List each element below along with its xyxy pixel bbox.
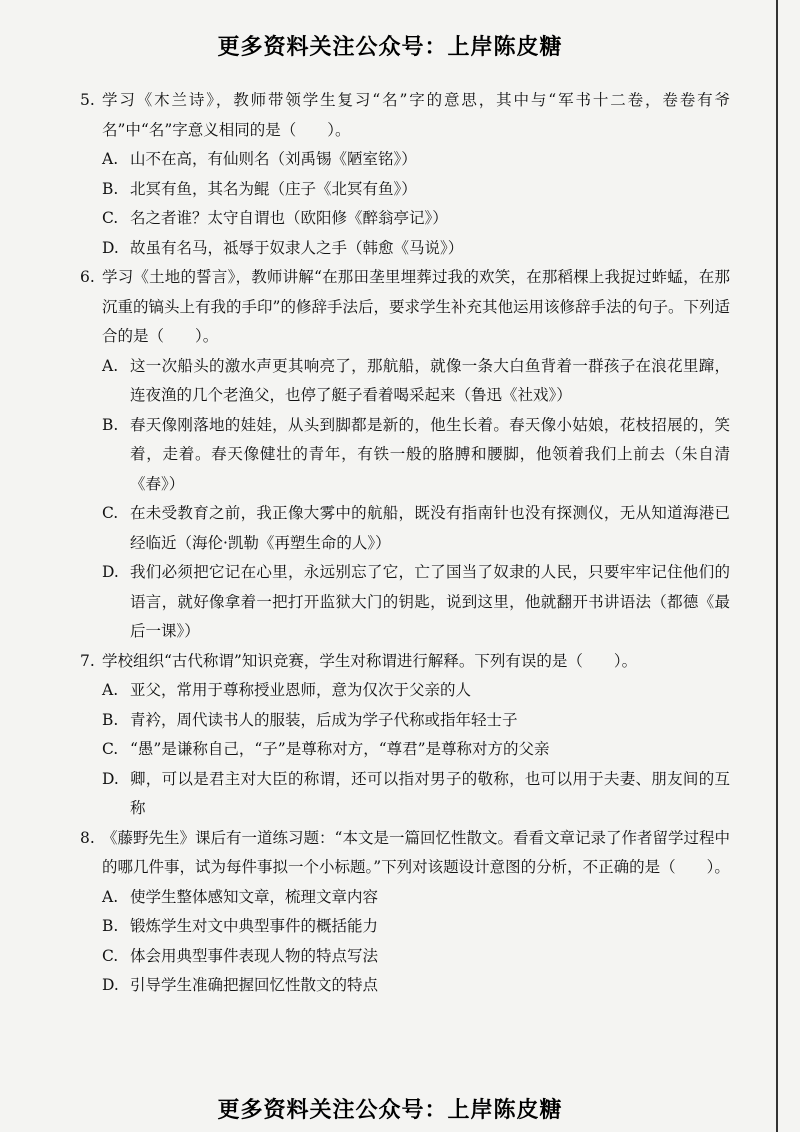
option-a: [102, 145, 730, 175]
option-letter: B.: [102, 917, 119, 935]
option-c: [102, 204, 730, 234]
option-d: [102, 765, 730, 824]
option-letter: A.: [102, 887, 119, 906]
option-letter: B.: [102, 179, 119, 198]
option-b: [102, 411, 730, 500]
option-text: 故虽有名马，祗辱于奴隶人之手（韩愈《马说》）: [130, 238, 464, 257]
option-letter: C.: [102, 504, 119, 522]
option-text: 山不在高，有仙则名（刘禹锡《陋室铭》）: [130, 150, 417, 168]
option-text: 春天像刚落地的娃娃，从头到脚都是新的，他生长着。春天像小姑娘，花枝招展的，笑着，走着。春天像健壮的青年，有铁一般的胳膊和腰脚，他领着我们上前去（朱自清《春》）: [130, 415, 730, 493]
question-stem: [80, 263, 730, 352]
question-6: [80, 263, 730, 647]
option-text: 亚父，常用于尊称授业恩师，意为仅次于父亲的人: [130, 681, 472, 699]
question-text: 学习《木兰诗》，教师带领学生复习“名”字的意思，其中与“军书十二卷，卷卷有爷名”中“名”字意义相同的是（ ）。: [102, 91, 730, 139]
option-letter: D.: [102, 976, 119, 994]
option-a: [102, 352, 730, 411]
option-letter: C.: [102, 946, 119, 965]
option-text: 北冥有鱼，其名为鲲（庄子《北冥有鱼》）: [130, 179, 417, 198]
question-8: [80, 824, 730, 1001]
option-text: 这一次船头的激水声更其响亮了，那航船，就像一条大白鱼背着一群孩子在浪花里蹿，连夜渔的几个老渔父，也停了艇子看着喝采起来（鲁迅《社戏》）: [130, 356, 730, 404]
header-watermark: 更多资料关注公众号：上岸陈皮糖: [217, 35, 563, 60]
option-c: [102, 499, 730, 558]
option-text: 使学生整体感知文章，梳理文章内容: [130, 887, 379, 906]
option-a: [102, 676, 730, 706]
question-number: 7.: [80, 651, 95, 670]
question-text: 《藤野先生》课后有一道练习题：“本文是一篇回忆性散文。看看文章记录了作者留学过程中的哪几件事，试为每件事拟一个小标题。”下列对该题设计意图的分析，不正确的是（ ）。: [102, 828, 730, 876]
option-text: 名之者谁？太守自谓也（欧阳修《醉翁亭记》）: [130, 209, 448, 227]
question-stem: [80, 86, 730, 145]
question-text: 学习《土地的誓言》，教师讲解“在那田垄里埋葬过我的欢笑，在那稻棵上我捉过蚱蜢，在那沉重的镐头上有我的手印”的修辞手法后，要求学生补充其他运用该修辞手法的句子。下列适合的是（ ）。: [102, 268, 730, 345]
option-text: 在未受教育之前，我正像大雾中的航船，既没有指南针也没有探测仪，无从知道海港已经临近（海伦·凯勒《再塑生命的人》）: [130, 504, 730, 552]
question-list: [80, 86, 730, 1001]
option-text: “愚”是谦称自己，“子”是尊称对方，“尊君”是尊称对方的父亲: [130, 740, 550, 758]
option-text: 我们必须把它记在心里，永远别忘了它，亡了国当了奴隶的人民，只要牢牢记住他们的语言，就好像拿着一把打开监狱大门的钥匙，说到这里，他就翻开书讲语法（都德《最后一课》）: [130, 563, 730, 640]
question-5: [80, 86, 730, 263]
question-number: 5.: [80, 91, 95, 109]
option-letter: B.: [102, 710, 119, 729]
question-number: 8.: [80, 828, 95, 847]
option-letter: A.: [102, 150, 119, 168]
question-text: 学校组织“古代称谓”知识竞赛，学生对称谓进行解释。下列有误的是（ ）。: [102, 651, 638, 670]
option-letter: D.: [102, 769, 119, 788]
option-text: 卿，可以是君主对大臣的称谓，还可以指对男子的敬称，也可以用于夫妻、朋友间的互称: [130, 769, 730, 817]
question-stem: [80, 647, 730, 677]
option-d: [102, 558, 730, 647]
option-text: 体会用典型事件表现人物的特点写法: [130, 946, 379, 965]
question-7: [80, 647, 730, 824]
question-stem: [80, 824, 730, 883]
option-c: [102, 735, 730, 765]
option-b: [102, 706, 730, 736]
option-d: [102, 234, 730, 264]
option-letter: A.: [102, 356, 119, 375]
option-b: [102, 175, 730, 205]
option-b: [102, 912, 730, 942]
option-a: [102, 883, 730, 913]
question-number: 6.: [80, 268, 95, 286]
page-edge-line: [776, 0, 778, 1132]
footer-watermark: 更多资料关注公众号：上岸陈皮糖: [217, 1098, 563, 1123]
option-letter: C.: [102, 740, 119, 758]
option-letter: C.: [102, 209, 119, 227]
option-letter: A.: [102, 681, 119, 699]
option-d: [102, 971, 730, 1001]
option-letter: D.: [102, 238, 119, 257]
option-c: [102, 942, 730, 972]
option-text: 引导学生准确把握回忆性散文的特点: [130, 976, 379, 994]
option-text: 锻炼学生对文中典型事件的概括能力: [130, 917, 379, 935]
option-letter: B.: [102, 415, 119, 434]
option-letter: D.: [102, 563, 119, 581]
option-text: 青衿，周代读书人的服装，后成为学子代称或指年轻士子: [130, 710, 518, 729]
